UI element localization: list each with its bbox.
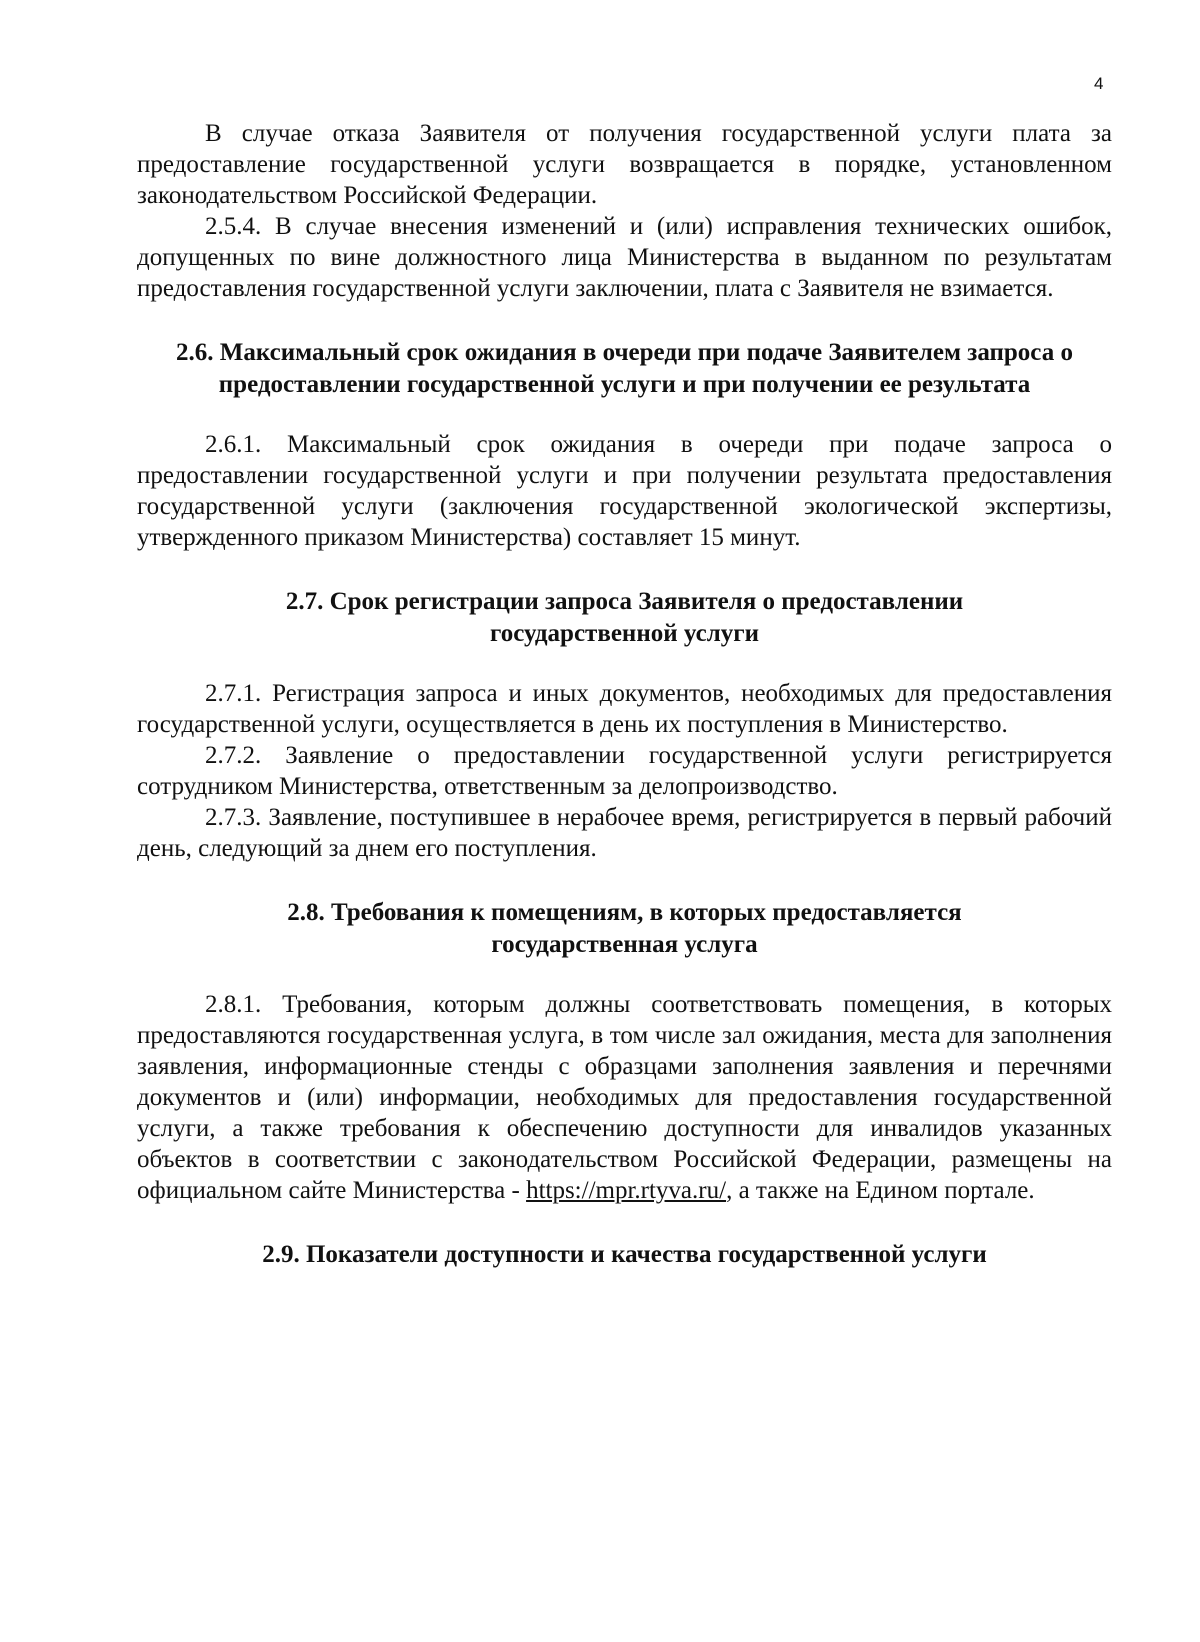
paragraph-2-5-4: 2.5.4. В случае внесения изменений и (или) исправления технических ошибок, допущенных по вине должностного лица Министерства в выданном по результатам предоставления государственной услуги заключении, плата с Заявителя не взимается. xyxy=(137,213,1112,302)
heading-2-7: 2.7. Срок регистрации запроса Заявителя о предоставлении государственной услуги xyxy=(285,588,964,647)
ministry-website-link[interactable]: https://mpr.rtyva.ru/ xyxy=(526,1177,727,1204)
heading-2-6: 2.6. Максимальный срок ожидания в очереди при подаче Заявителем запроса о предоставлении государственной услуги и при получении ее результата xyxy=(176,339,1073,398)
paragraph-2-7-2: 2.7.2. Заявление о предоставлении государственной услуги регистрируется сотрудником Министерства, ответственным за делопроизводство. xyxy=(137,742,1112,800)
paragraph-2-8-1-text: 2.8.1. Требования, которым должны соответствовать помещения, в которых предоставляются государственная услуга, в том числе зал ожидания, места для заполнения заявления, информационные стенды с образцами заполнения заявления и перечнями документов и (или) информации, необходимых для предоставления государственной услуги, а также требования к обеспечению доступности для инвалидов указанных объектов в соответствии с законодательством Российской Федерации, размещены на официальном сайте Министерства - xyxy=(137,991,1112,1204)
document-body xyxy=(137,118,1112,1271)
paragraph-2-7-1: 2.7.1. Регистрация запроса и иных документов, необходимых для предоставления государственной услуги, осуществляется в день их поступления в Министерство. xyxy=(137,680,1112,738)
heading-2-9: 2.9. Показатели доступности и качества государственной услуги xyxy=(262,1241,987,1268)
page-number: 4 xyxy=(1094,74,1104,93)
paragraph-2-8-1 xyxy=(137,989,1112,1206)
heading-2-8: 2.8. Требования к помещениям, в которых предоставляется государственная услуга xyxy=(287,899,962,958)
paragraph-2-7-3: 2.7.3. Заявление, поступившее в нерабочее время, регистрируется в первый рабочий день, следующий за днем его поступления. xyxy=(137,804,1112,862)
paragraph-2-8-1-tail: , а также на Едином портале. xyxy=(726,1177,1035,1204)
paragraph-refund: В случае отказа Заявителя от получения государственной услуги плата за предоставление государственной услуги возвращается в порядке, установленном законодательством Российской Федерации. xyxy=(137,120,1112,209)
paragraph-2-6-1: 2.6.1. Максимальный срок ожидания в очереди при подаче запроса о предоставлении государственной услуги и при получении результата предоставления государственной услуги (заключения государственной экологической экспертизы, утвержденного приказом Министерства) составляет 15 минут. xyxy=(137,431,1112,551)
